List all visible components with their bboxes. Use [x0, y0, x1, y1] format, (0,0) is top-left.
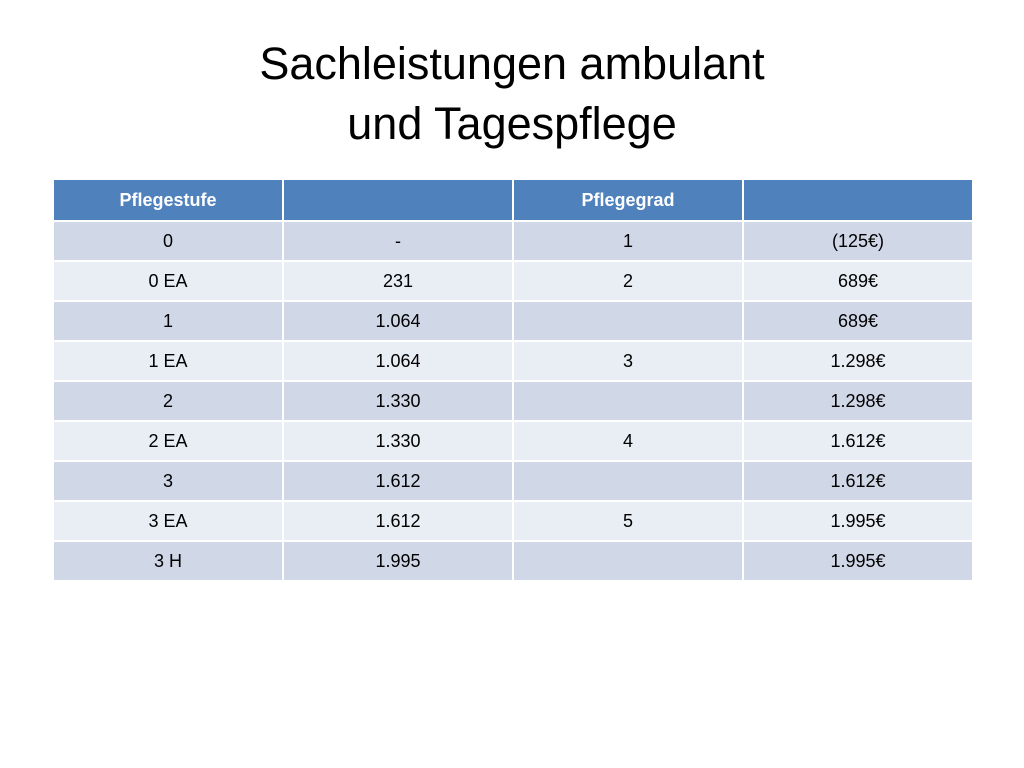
table-row: [53, 541, 973, 581]
cell-amount-new: 1.612€: [743, 421, 973, 461]
header-amount-new: [743, 179, 973, 221]
cell-amount-new: 689€: [743, 261, 973, 301]
cell-pflegegrad: [513, 541, 743, 581]
cell-pflegegrad: [513, 381, 743, 421]
header-pflegestufe: Pflegestufe: [53, 179, 283, 221]
cell-pflegestufe: 2: [53, 381, 283, 421]
cell-amount-new: (125€): [743, 221, 973, 261]
cell-pflegegrad: 3: [513, 341, 743, 381]
slide-title: [0, 34, 1024, 154]
care-benefits-table: [52, 178, 974, 582]
cell-amount-old: 1.612: [283, 501, 513, 541]
cell-amount-new: 689€: [743, 301, 973, 341]
cell-pflegegrad: [513, 461, 743, 501]
table-row: [53, 261, 973, 301]
table-row: [53, 501, 973, 541]
cell-amount-new: 1.995€: [743, 501, 973, 541]
cell-amount-old: 1.330: [283, 421, 513, 461]
cell-pflegegrad: 5: [513, 501, 743, 541]
table-row: [53, 341, 973, 381]
cell-amount-old: 1.330: [283, 381, 513, 421]
cell-amount-old: 1.612: [283, 461, 513, 501]
cell-pflegegrad: [513, 301, 743, 341]
cell-amount-new: 1.298€: [743, 381, 973, 421]
table-header-row: [53, 179, 973, 221]
cell-pflegestufe: 0 EA: [53, 261, 283, 301]
table-row: [53, 381, 973, 421]
cell-pflegestufe: 3 H: [53, 541, 283, 581]
cell-amount-old: -: [283, 221, 513, 261]
cell-pflegestufe: 3 EA: [53, 501, 283, 541]
header-pflegegrad: Pflegegrad: [513, 179, 743, 221]
cell-pflegegrad: 4: [513, 421, 743, 461]
cell-pflegestufe: 0: [53, 221, 283, 261]
table-row: [53, 221, 973, 261]
title-line-1: Sachleistungen ambulant: [259, 38, 765, 89]
table-row: [53, 461, 973, 501]
cell-pflegestufe: 1: [53, 301, 283, 341]
cell-pflegestufe: 1 EA: [53, 341, 283, 381]
cell-amount-old: 1.995: [283, 541, 513, 581]
cell-pflegestufe: 3: [53, 461, 283, 501]
cell-amount-new: 1.298€: [743, 341, 973, 381]
header-amount-old: [283, 179, 513, 221]
cell-pflegegrad: 2: [513, 261, 743, 301]
cell-amount-new: 1.995€: [743, 541, 973, 581]
cell-pflegegrad: 1: [513, 221, 743, 261]
table-row: [53, 301, 973, 341]
cell-amount-old: 1.064: [283, 341, 513, 381]
cell-amount-old: 231: [283, 261, 513, 301]
cell-amount-old: 1.064: [283, 301, 513, 341]
cell-amount-new: 1.612€: [743, 461, 973, 501]
table-row: [53, 421, 973, 461]
title-line-2: und Tagespflege: [347, 98, 677, 149]
cell-pflegestufe: 2 EA: [53, 421, 283, 461]
